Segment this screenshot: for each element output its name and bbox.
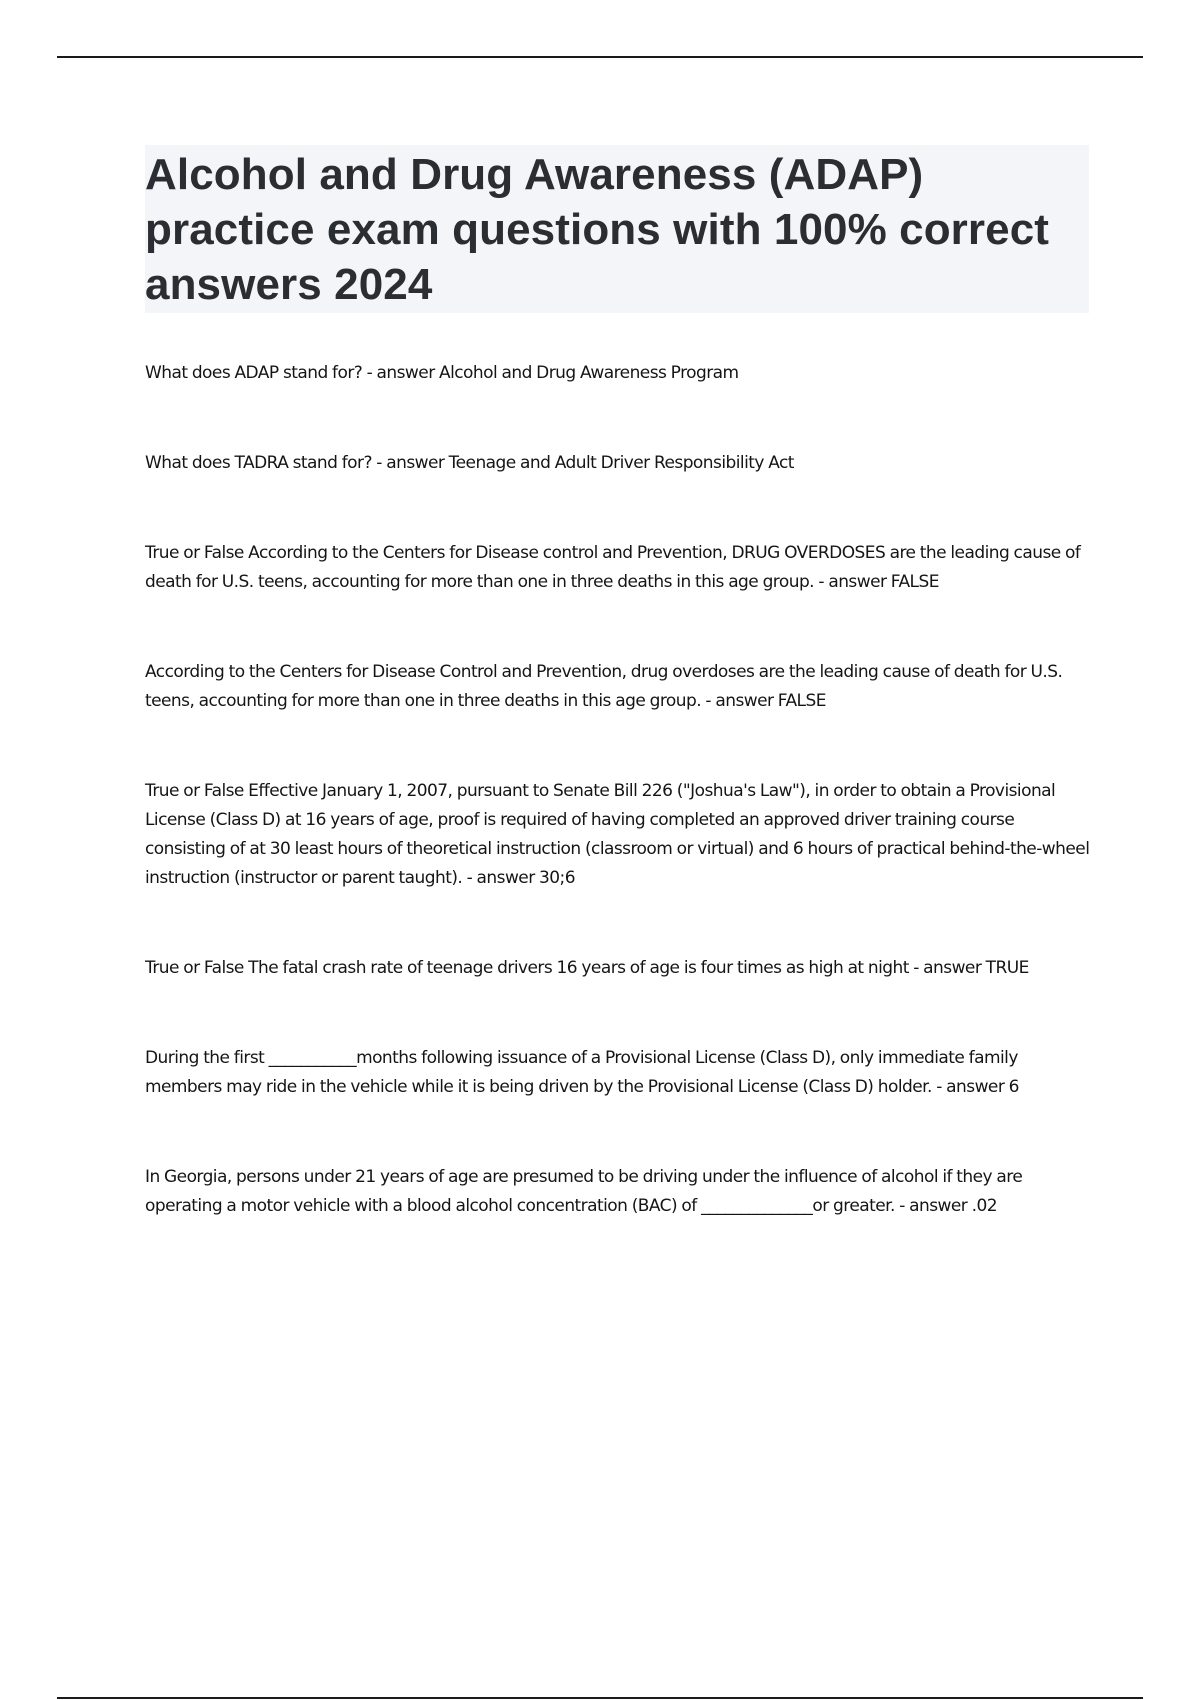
- qa-item: According to the Centers for Disease Control and Prevention, drug overdoses are the leading cause of death for U.S. teens, accounting for more than one in three deaths in this age group. - answer FALSE: [145, 662, 1063, 711]
- qa-item: During the first ___________months following issuance of a Provisional License (Class D), only immediate family members may ride in the vehicle while it is being driven by the Provisional License (Class D) holder. - answer 6: [145, 1048, 1019, 1097]
- qa-item: In Georgia, persons under 21 years of age are presumed to be driving under the influence of alcohol if they are operating a motor vehicle with a blood alcohol concentration (BAC) of ______________or greater. - answer .02: [145, 1167, 1023, 1216]
- qa-item: What does TADRA stand for? - answer Teenage and Adult Driver Responsibility Act: [145, 453, 794, 473]
- qa-item: True or False The fatal crash rate of teenage drivers 16 years of age is four times as high at night - answer TRUE: [145, 958, 1029, 978]
- bottom-rule: [57, 1697, 1143, 1699]
- top-rule: [57, 56, 1143, 58]
- qa-item: True or False Effective January 1, 2007, pursuant to Senate Bill 226 ("Joshua's Law"), in order to obtain a Provisional License (Class D) at 16 years of age, proof is required of having completed an approved driver training course consisting of at 30 least hours of theoretical instruction (classroom or virtual) and 6 hours of practical behind-the-wheel instruction (instructor or parent taught). - answer 30;6: [145, 781, 1090, 888]
- qa-item: True or False According to the Centers for Disease control and Prevention, DRUG OVERDOSES are the leading cause of death for U.S. teens, accounting for more than one in three deaths in this age group. - answer FALSE: [145, 543, 1081, 592]
- qa-list: [145, 359, 1095, 1282]
- qa-item: What does ADAP stand for? - answer Alcohol and Drug Awareness Program: [145, 363, 739, 383]
- document-title: Alcohol and Drug Awareness (ADAP) practice exam questions with 100% correct answers 2024: [145, 150, 1050, 309]
